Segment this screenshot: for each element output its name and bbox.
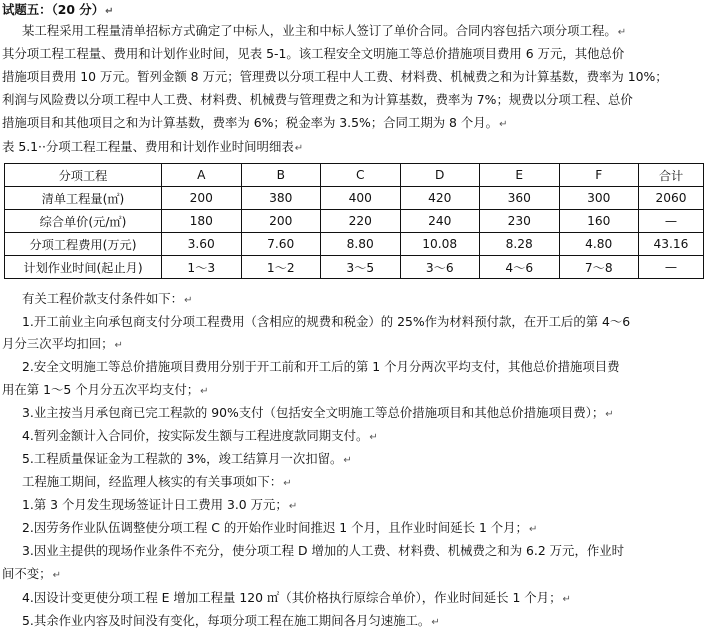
table-cell: 160 xyxy=(559,210,639,233)
row-label: 综合单价(元/㎡) xyxy=(5,210,162,233)
header-cell: A xyxy=(162,164,242,187)
table-cell: 10.08 xyxy=(400,233,480,256)
table-cell: — xyxy=(639,256,704,279)
table-cell: 360 xyxy=(480,187,560,210)
table-cell: 3～5 xyxy=(321,256,401,279)
payment-line-4: 用在第 1～5 个月分五次平均支付；↵ xyxy=(2,382,209,397)
table-cell: 2060 xyxy=(639,187,704,210)
table-cell: 420 xyxy=(400,187,480,210)
question-heading: 试题五：（20 分）↵ xyxy=(2,2,114,17)
header-cell: 合计 xyxy=(639,164,704,187)
event-line-4: 间不变；↵ xyxy=(2,566,61,581)
header-cell: 分项工程 xyxy=(5,164,162,187)
event-line-5: 4.因设计变更使分项工程 E 增加工程量 120 ㎡（其价格执行原综合单价），作业时间延长 1 个月；↵ xyxy=(22,590,571,605)
table-cell: 3～6 xyxy=(400,256,480,279)
event-line-6: 5.其余作业内容及时间没有变化，每项分项工程在施工期间各月匀速施工。↵ xyxy=(22,613,440,628)
table-header-row xyxy=(5,164,704,187)
header-cell: C xyxy=(321,164,401,187)
header-cell: B xyxy=(241,164,321,187)
intro-line-5: 措施项目和其他项目之和为计算基数，费率为 6%；税金率为 3.5%；合同工期为 8 个月。↵ xyxy=(2,115,508,130)
header-cell: D xyxy=(400,164,480,187)
table-cell: 380 xyxy=(241,187,321,210)
table-cell: 180 xyxy=(162,210,242,233)
table-cell: — xyxy=(639,210,704,233)
payment-line-5: 3.业主按当月承包商已完工程款的 90%支付（包括安全文明施工等总价措施项目和其他总价措施项目费）；↵ xyxy=(22,405,614,420)
intro-line-3: 措施项目费用 10 万元。暂列金额 8 万元；管理费以分项工程中人工费、材料费、机械费之和为计算基数，费率为 10%； xyxy=(2,69,668,84)
events-heading: 工程施工期间，经监理人核实的有关事项如下：↵ xyxy=(22,474,292,489)
table-cell: 4～6 xyxy=(480,256,560,279)
intro-line-4: 利润与风险费以分项工程中人工费、材料费、机械费与管理费之和为计算基数，费率为 7%；规费以分项工程、总价 xyxy=(2,92,633,107)
row-label: 分项工程费用(万元) xyxy=(5,233,162,256)
payment-line-2: 月分三次平均扣回；↵ xyxy=(2,336,123,351)
payment-line-7: 5.工程质量保证金为工程款的 3%，竣工结算月一次扣留。↵ xyxy=(22,451,352,466)
table-cell: 220 xyxy=(321,210,401,233)
payment-line-3: 2.安全文明施工等总价措施项目费用分别于开工前和开工后的第 1 个月分两次平均支付，其他总价措施项目费 xyxy=(22,359,620,374)
table-cell: 7.60 xyxy=(241,233,321,256)
table-cell: 240 xyxy=(400,210,480,233)
payment-heading: 有关工程价款支付条件如下：↵ xyxy=(22,291,193,306)
table-cell: 7～8 xyxy=(559,256,639,279)
table-row xyxy=(5,233,704,256)
table-cell: 200 xyxy=(162,187,242,210)
table-cell: 43.16 xyxy=(639,233,704,256)
table-cell: 3.60 xyxy=(162,233,242,256)
event-line-2: 2.因劳务作业队伍调整使分项工程 C 的开始作业时间推迟 1 个月，且作业时间延长 1 个月；↵ xyxy=(22,520,538,535)
row-label: 清单工程量(㎡) xyxy=(5,187,162,210)
event-line-3: 3.因业主提供的现场作业条件不充分，使分项工程 D 增加的人工费、材料费、机械费之和为 6.2 万元，作业时 xyxy=(22,543,625,558)
table-cell: 8.80 xyxy=(321,233,401,256)
table-cell: 4.80 xyxy=(559,233,639,256)
work-items-table xyxy=(4,163,704,279)
header-cell: F xyxy=(559,164,639,187)
table-cell: 300 xyxy=(559,187,639,210)
event-line-1: 1.第 3 个月发生现场签证计日工费用 3.0 万元；↵ xyxy=(22,497,298,512)
table-cell: 400 xyxy=(321,187,401,210)
table-row xyxy=(5,187,704,210)
payment-line-6: 4.暂列金额计入合同价，按实际发生额与工程进度款同期支付。↵ xyxy=(22,428,378,443)
row-label: 计划作业时间(起止月) xyxy=(5,256,162,279)
payment-line-1: 1.开工前业主向承包商支付分项工程费用（含相应的规费和税金）的 25%作为材料预付款，在开工后的第 4～6 xyxy=(22,314,631,329)
table-row xyxy=(5,256,704,279)
table-row xyxy=(5,210,704,233)
table-cell: 1～2 xyxy=(241,256,321,279)
table-cell: 1～3 xyxy=(162,256,242,279)
intro-line-2: 其分项工程工程量、费用和计划作业时间，见表 5-1。该工程安全文明施工等总价措施项目费用 6 万元，其他总价 xyxy=(2,46,625,61)
header-cell: E xyxy=(480,164,560,187)
table-cell: 8.28 xyxy=(480,233,560,256)
table-title: 表 5.1··分项工程工程量、费用和计划作业时间明细表↵ xyxy=(2,139,304,154)
table-cell: 200 xyxy=(241,210,321,233)
intro-line-1: 某工程采用工程量清单招标方式确定了中标人，业主和中标人签订了单价合同。合同内容包括六项分项工程。↵ xyxy=(22,23,627,38)
table-cell: 230 xyxy=(480,210,560,233)
